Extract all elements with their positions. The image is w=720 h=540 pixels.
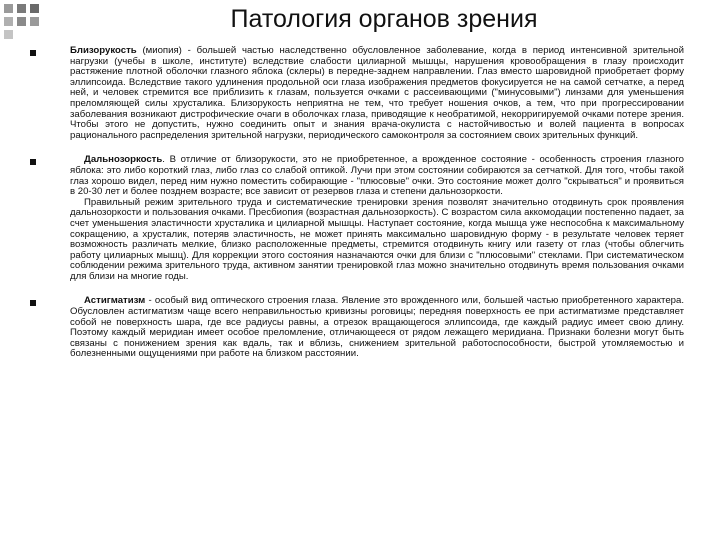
slide-title: Патология органов зрения <box>230 5 538 33</box>
bullet-icon <box>30 50 36 56</box>
term-astigmatism: Астигматизм <box>84 295 146 307</box>
paragraph <box>70 296 684 360</box>
bullet-icon <box>30 300 36 306</box>
deco-square <box>4 30 13 39</box>
text-astigmatism: - особый вид оптического строения глаза. Явление это врожденного или, большей частью приобретенного характера. Обусловлен астигматизм чаще всего неправильностью кривизны роговицы; передняя поверхность ее при астигматизме представляет собой не поверхность шара, где все радиусы равны, а отрезок вращающегося эллипсоида, где каждый радиус имеет свою длину. Поэтому каждый меридиан имеет особое преломление, отличающееся от рядом лежащего меридиана. Признаки болезни могут быть связаны с понижением зрения как вдаль, так и вблизь, снижением зрительной работоспособности, быстрой утомляемостью и болезненными ощущениями при работе на близком расстоянии. <box>70 295 684 360</box>
content-list <box>30 46 684 360</box>
deco-square <box>30 17 39 26</box>
title-bar <box>48 4 720 34</box>
deco-square <box>17 4 26 13</box>
text-hyperopia-continued: Правильный режим зрительного труда и систематические тренировки зрения позволят значительно отодвинуть срок проявления дальнозоркости и пользования очками. Пресбиопия (возрастная дальнозоркость). С возрастом сила аккомодации постепенно падает, за счет уменьшения эластичности хрусталика и цилиарной мышцы. Наступает состояние, когда мышца уже неспособна к максимальному сокращению, а хрусталик, потеряв эластичность, не может принять максимально шаровидную форму - в результате человек теряет возможность различать мелкие, близко расположенные предметы, стремится отодвинуть книгу или газету от глаз (чтобы облегчить работу цилиарных мышц). Для коррекции этого состояния назначаются очки для близи с "плюсовыми" стеклами. При систематическом соблюдении режима зрительного труда, активном занятии тренировкой глаз можно значительно отодвинуть время пользования очками для близи на многие годы. <box>70 196 684 282</box>
list-item-hyperopia <box>30 155 684 282</box>
text-myopia: (миопия) - большей частью наследственно обусловленное заболевание, когда в период интенсивной зрительной нагрузки (учебы в школе, институте) вследствие слабости цилиарной мышцы, нарушения кровообращения в глазу происходит растяжение плотной оболочки глазного яблока (склеры) в передне-заднем направлении. Глаз вместо шаровидной приобретает форму эллипсоида. Вследствие такого удлинения продольной оси глаза изображения предметов фокусируется не на самой сетчатке, а перед ней, и человек стремится все приблизить к глазам, пользуется очками с рассеивающими ("минусовыми") линзами для уменьшения преломляющей силы хрусталика. Близорукость неприятна не тем, что требует ношения очков, а тем, что при прогрессировании заболевания возникают дистрофические очаги в оболочках глаза, приводящие к необратимой, некорригируемой очками потере зрения. Чтобы этого не допустить, нужно соединить опыт и знания врача-окулиста с настойчивостью и волей пациента в вопросах рационального распределения зрительной нагрузки, периодического самоконтроля за состоянием своих зрительных функций. <box>70 45 684 141</box>
deco-square <box>4 17 13 26</box>
paragraph <box>70 46 684 141</box>
term-myopia: Близорукость <box>70 45 137 56</box>
paragraph <box>70 155 684 282</box>
list-item-astigmatism <box>30 296 684 360</box>
bullet-icon <box>30 159 36 165</box>
term-hyperopia: Дальнозоркость <box>84 154 163 166</box>
deco-square <box>17 17 26 26</box>
deco-square <box>30 4 39 13</box>
text-hyperopia: . В отличие от близорукости, это не приобретенное, а врожденное состояние - особенность строения глазного яблока: это либо короткий глаз, либо глаз со слабой оптикой. Лучи при этом состоянии собираются за сетчаткой. Для того, чтобы такой глаз хорошо видел, перед ним нужно поместить собирающие - "плюсовые" очки. Это состояние может долго "скрываться" и проявиться в 20-30 лет и более позднем возрасте; все зависит от резервов глаза и степени дальнозоркости. <box>70 154 684 198</box>
deco-square <box>4 4 13 13</box>
list-item-myopia <box>30 46 684 141</box>
